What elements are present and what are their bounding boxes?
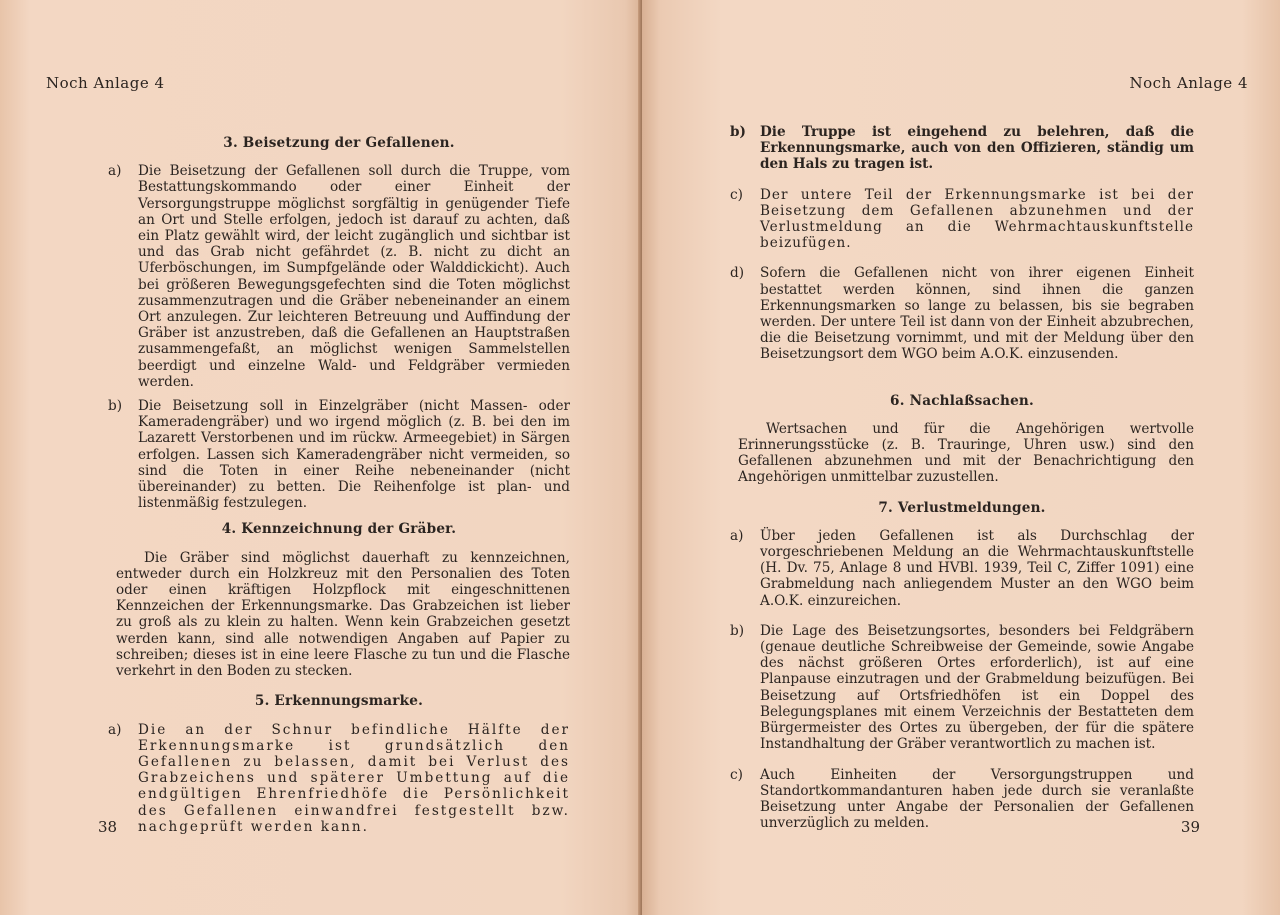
item-label: c)	[730, 766, 743, 783]
running-head-left: Noch Anlage 4	[46, 74, 165, 92]
item-text: Die Beisetzung der Gefallenen soll durch die Truppe, vom Bestattungskommando oder einer Einheit der Versorgungstruppe möglichst sorgfältig in genügender Tiefe an Ort und Stelle erfolgen, jedoch ist darauf zu achten, daß ein Platz gewählt wird, der leicht zugänglich und sichtbar ist und das Grab nicht gefährdet (z. B. nicht zu dicht an Uferböschungen, im Sumpfgelände oder Walddickicht). Auch bei größeren Bewegungsgefechten sind die Toten möglichst zusammenzutragen und die Gräber nebeneinander an einem Ort anzulegen. Zur leichteren Betreuung und Auffindung der Gräber ist anzustreben, daß die Gefallenen an Hauptstraßen zusammengefaßt, an möglichst wenigen Sammelstellen beerdigt und einzelne Wald- und Feldgräber vermieden werden.	[138, 163, 570, 390]
heading-section-3: 3. Beisetzung der Gefallenen.	[223, 135, 455, 151]
item-label: b)	[108, 398, 123, 415]
item-label: d)	[730, 265, 745, 282]
list-item-5d	[730, 265, 1194, 362]
paragraph-section-4: Die Gräber sind möglichst dauerhaft zu kennzeichnen, entweder durch ein Holzkreuz mit den Personalien des Toten oder einen kräftigen Holzpflock mit eingeschnittenen Kennzeichen der Erkennungsmarke. Das Grabzeichen ist lieber zu groß als zu klein zu halten. Wenn kein Grabzeichen gesetzt werden kann, sind alle notwendigen Angaben auf Papier zu schreiben; dieses ist in eine leere Flasche zu tun und die Flasche verkehrt in den Boden zu stecken.	[116, 549, 570, 680]
list-item-3b	[108, 398, 570, 511]
heading-section-7: 7. Verlustmeldungen.	[878, 499, 1046, 516]
item-text: Die Beisetzung soll in Einzelgräber (nicht Massen- oder Kameradengräber) und wo irgend möglich (z. B. bei den im Lazarett Verstorbenen und im rückw. Armeegebiet) in Särgen erfolgen. Lassen sich Kameradengräber nicht vermeiden, so sind die Toten in einer Reihe nebeneinander (nicht übereinander) zu betten. Die Reihenfolge ist plan- und listenmäßig festzulegen.	[138, 398, 570, 512]
item-text: Über jeden Gefallenen ist als Durchschlag der vorgeschriebenen Meldung an die Wehrmachtauskunftstelle (H. Dv. 75, Anlage 8 und HVBl. 1939, Teil C, Ziffer 1091) eine Grabmeldung nach anliegendem Muster an den WGO beim A.O.K. einzureichen.	[760, 527, 1194, 609]
list-item-5b	[730, 124, 1194, 173]
right-page-body	[730, 124, 1194, 839]
item-label: a)	[108, 721, 122, 738]
item-text: Die Truppe ist eingehend zu belehren, daß die Erkennungsmarke, auch von den Offizieren, ständig um den Hals zu tragen ist.	[760, 124, 1194, 173]
item-label: b)	[730, 124, 746, 140]
item-label: a)	[108, 163, 122, 180]
item-label: c)	[730, 186, 743, 203]
heading-section-6: 6. Nachlaßsachen.	[890, 392, 1034, 409]
running-head-right: Noch Anlage 4	[1129, 74, 1248, 92]
list-item-7b	[730, 623, 1194, 753]
right-page	[642, 0, 1280, 915]
paragraph-section-6: Wertsachen und für die Angehörigen wertvolle Erinnerungsstücke (z. B. Trauringe, Uhren usw.) sind den Gefallenen abzunehmen und mit der Benachrichtigung den Angehörigen unmittelbar zuzustellen.	[738, 420, 1194, 486]
heading-section-5: 5. Erkennungsmarke.	[254, 693, 424, 710]
list-item-5a	[108, 722, 570, 835]
list-item-3a	[108, 163, 570, 390]
page-number-left: 38	[98, 818, 118, 836]
item-text: Auch Einheiten der Versorgungstruppen und Standortkommandanturen haben jede durch sie veranlaßte Beisetzung unter Angabe der Personalien der Gefallenen unverzüglich zu melden.	[760, 766, 1194, 832]
item-label: b)	[730, 622, 745, 639]
page-number-right: 39	[1180, 818, 1200, 836]
item-label: a)	[730, 527, 744, 544]
list-item-7a	[730, 528, 1194, 609]
list-item-7c	[730, 767, 1194, 832]
item-text: Die Lage des Beisetzungsortes, besonders bei Feldgräbern (genaue deutliche Schreibweise der Gemeinde, sowie Angabe des nächst größeren Ortes erforderlich), ist auf eine Planpause einzutragen und der Grabmeldung beizufügen. Bei Beisetzung auf Ortsfriedhöfen ist ein Doppel des Belegungsplanes mit einem Verzeichnis der Bestatteten dem Bürgermeister des Ortes zu übergeben, der für die spätere Instandhaltung der Gräber verantwortlich zu machen ist.	[760, 622, 1194, 753]
left-page-body	[108, 135, 570, 843]
item-text: Sofern die Gefallenen nicht von ihrer eigenen Einheit bestattet werden können, sind ihnen die ganzen Erkennungsmarken so lange zu belassen, bis sie begraben werden. Der untere Teil ist dann von der Einheit abzubrechen, die die Beisetzung vornimmt, und mit der Meldung über den Beisetzungsort dem WGO beim A.O.K. einzusenden.	[760, 265, 1194, 363]
item-text: Die an der Schnur befindliche Hälfte der Erkennungsmarke ist grundsätzlich den Gefallenen zu belassen, damit bei Verlust des Grabzeichens und späterer Umbettung auf die endgültigen Ehrenfriedhöfe die Persönlichkeit des Gefallenen einwandfrei festgestellt bzw. nachgeprüft werden kann.	[138, 721, 570, 835]
heading-section-4: 4. Kennzeichnung der Gräber.	[221, 521, 457, 538]
list-item-5c	[730, 187, 1194, 252]
item-text: Der untere Teil der Erkennungsmarke ist bei der Beisetzung dem Gefallenen abzunehmen und der Verlustmeldung an die Wehrmachtauskunftstelle beizufügen.	[760, 186, 1194, 252]
